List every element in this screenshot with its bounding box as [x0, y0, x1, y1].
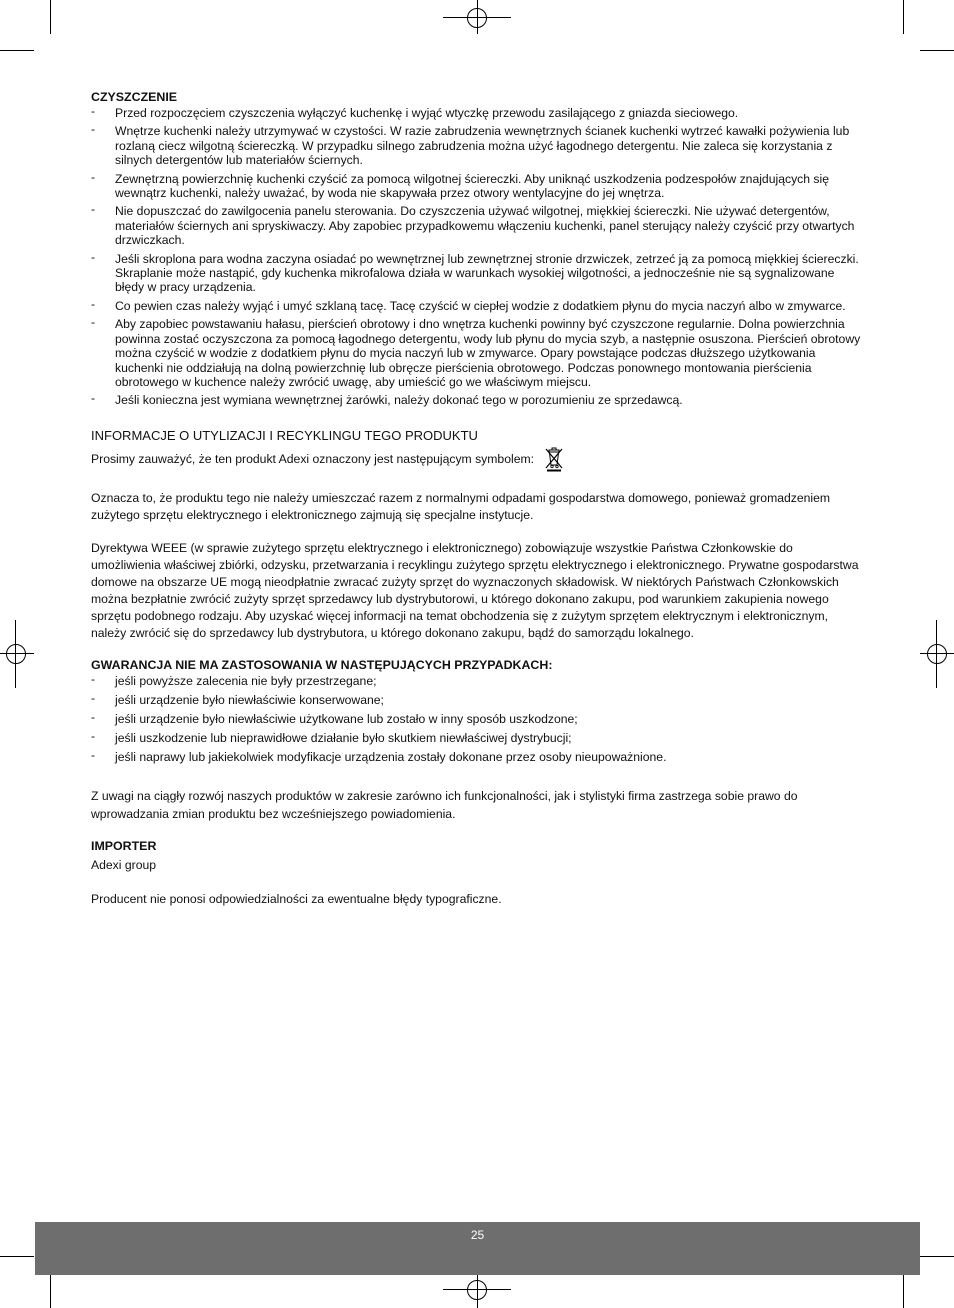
- warranty-heading: GWARANCJA NIE MA ZASTOSOWANIA W NASTĘPUJĄCYCH PRZYPADKACH:: [91, 658, 553, 673]
- symbol-line: [91, 444, 861, 474]
- importer-section: [91, 839, 861, 907]
- list-item: - jeśli urządzenie było niewłaściwie konserwowane;: [91, 693, 861, 707]
- page-footer: [35, 1222, 920, 1275]
- crossed-bin-icon: [543, 446, 565, 472]
- list-item: - jeśli urządzenie było niewłaściwie użytkowane lub zostało w inny sposób uszkodzone;: [91, 712, 861, 726]
- weee-paragraph: Dyrektywa WEEE (w sprawie zużytego sprzętu elektrycznego i elektronicznego) zobowiązuje wszystkie Państwa Członkowskie do umożliwienia właściwej zbiórki, odzysku, przetwarzania i recyklingu zużytego sprzętu elektrycznego i elektronicznego. Prywatne gospodarstwa domowe na obszarze UE mogą nieodpłatnie zwracać zużyty sprzęt do wyznaczonych składowisk. W niektórych Państwach Członkowskich można bezpłatnie zwrócić zużyty sprzęt sprzedawcy lub dystrybutorowi, u którego dokonano zakupu, pod warunkiem zakupienia nowego sprzętu podobnego rodzaju. Aby uzyskać więcej informacji na temat obchodzenia się z zużytym sprzętem elektrycznym i elektronicznym, należy zwrócić się do sprzedawcy lub dystrybutora, u którego dokonano zakupu, bądź do samorządu lokalnego.: [91, 540, 859, 641]
- crop-mark-top-right-v: [903, 0, 904, 34]
- cleaning-heading: CZYSZCZENIE: [91, 90, 178, 104]
- crop-mark-bottom-left-v: [50, 1274, 51, 1308]
- crop-mark-bottom-left-h: [0, 1256, 34, 1257]
- list-item: - jeśli uszkodzenie lub nieprawidłowe działanie było skutkiem niewłaściwej dystrybucji;: [91, 731, 861, 745]
- crop-mark-bottom-right-v: [903, 1274, 904, 1308]
- symbol-text: Prosimy zauważyć, że ten produkt Adexi oznaczony jest następującym symbolem:: [91, 451, 535, 466]
- cleaning-list: [91, 106, 861, 408]
- list-item: - Co pewien czas należy wyjąć i umyć szklaną tacę. Tacę czyścić w ciepłej wodzie z dodatkiem płynu do mycia naczyń albo w zmywarce.: [91, 299, 861, 313]
- cleaning-section: [91, 90, 861, 408]
- warranty-section: [91, 658, 861, 822]
- list-item: - jeśli powyższe zalecenia nie były przestrzegane;: [91, 674, 861, 688]
- list-item: - Wnętrze kuchenki należy utrzymywać w czystości. W razie zabrudzenia wewnętrznych ścianek kuchenki wytrzeć kawałki pożywienia lub rozlaną ciecz wilgotną ściereczką. W przypadku silnego zabrudzenia można użyć łagodnego detergentu. Nie zaleca się korzystania z silnych detergentów lub materiałów ściernych.: [91, 124, 861, 167]
- list-item: - Przed rozpoczęciem czyszczenia wyłączyć kuchenkę i wyjąć wtyczkę przewodu zasilającego z gniazda sieciowego.: [91, 106, 861, 120]
- list-item: - Nie dopuszczać do zawilgocenia panelu sterowania. Do czyszczenia używać wilgotnej, miękkiej ściereczki. Nie używać detergentów, materiałów ściernych ani spryskiwaczy. Aby zapobiec przypadkowemu włączeniu kuchenki, panel sterujący należy czyścić przy otwartych drzwiczkach.: [91, 204, 861, 247]
- list-item: - jeśli naprawy lub jakiekolwiek modyfikacje urządzenia zostały dokonane przez osoby nieupoważnione.: [91, 750, 861, 764]
- crop-mark-top-right-h: [920, 50, 954, 51]
- recycling-section: [91, 428, 861, 643]
- recycling-paragraph: Oznacza to, że produktu tego nie należy umieszczać razem z normalnymi odpadami gospodarstwa domowego, ponieważ gromadzeniem zużytego sprzętu elektrycznego i elektronicznego zajmują się specjalne instytucje.: [91, 490, 831, 522]
- importer-name: Adexi group: [91, 857, 157, 872]
- warranty-note: Z uwagi na ciągły rozwój naszych produktów w zakresie zarówno ich funkcjonalności, jak i stylistyki firma zastrzega sobie prawo do wprowadzania zmian produktu bez wcześniejszego powiadomienia.: [91, 789, 798, 821]
- crop-mark-bottom-right-h: [920, 1256, 954, 1257]
- disclaimer: Producent nie ponosi odpowiedzialności za ewentualne błędy typograficzne.: [91, 892, 502, 907]
- warranty-list: [91, 674, 861, 764]
- list-item: - Jeśli konieczna jest wymiana wewnętrznej żarówki, należy dokonać tego w porozumieniu ze sprzedawcą.: [91, 393, 861, 407]
- page-number: 25: [470, 1228, 485, 1242]
- recycling-heading: INFORMACJE O UTYLIZACJI I RECYKLINGU TEGO PRODUKTU: [91, 427, 478, 443]
- crop-mark-top-left-v: [50, 0, 51, 34]
- crop-mark-top-left-h: [0, 50, 34, 51]
- page-content: [91, 90, 861, 906]
- list-item: - Zewnętrzną powierzchnię kuchenki czyścić za pomocą wilgotnej ściereczki. Aby uniknąć uszkodzenia podzespołów znajdujących się wewnątrz kuchenki, należy uważać, by woda nie skapywała przez otwory wentylacyjne do jej wnętrza.: [91, 172, 861, 201]
- list-item: - Aby zapobiec powstawaniu hałasu, pierścień obrotowy i dno wnętrza kuchenki powinny być czyszczone regularnie. Dolna powierzchnia powinna zostać oczyszczona za pomocą łagodnego detergentu, wody lub płynu do mycia szyb, a następnie osuszona. Pierścień obrotowy można czyścić w wodzie z dodatkiem płynu do mycia naczyń lub w zmywarce. Opary powstające podczas dłuższego użytkowania kuchenki nie oddziałują na dolną powierzchnię lub obręcze pierścienia obrotowego. Podczas ponownego montowania pierścienia obrotowego w kuchence należy zwrócić uwagę, aby umieścić go we właściwym miejscu.: [91, 317, 861, 389]
- importer-heading: IMPORTER: [91, 838, 157, 853]
- list-item: - Jeśli skroplona para wodna zaczyna osiadać po wewnętrznej lub zewnętrznej stronie drzwiczek, zetrzeć ją za pomocą miękkiej ściereczki. Skraplanie może nastąpić, gdy kuchenka mikrofalowa działa w warunkach wysokiej wilgotności, a jednocześnie nie są sygnalizowane błędy w pracy urządzenia.: [91, 252, 861, 295]
